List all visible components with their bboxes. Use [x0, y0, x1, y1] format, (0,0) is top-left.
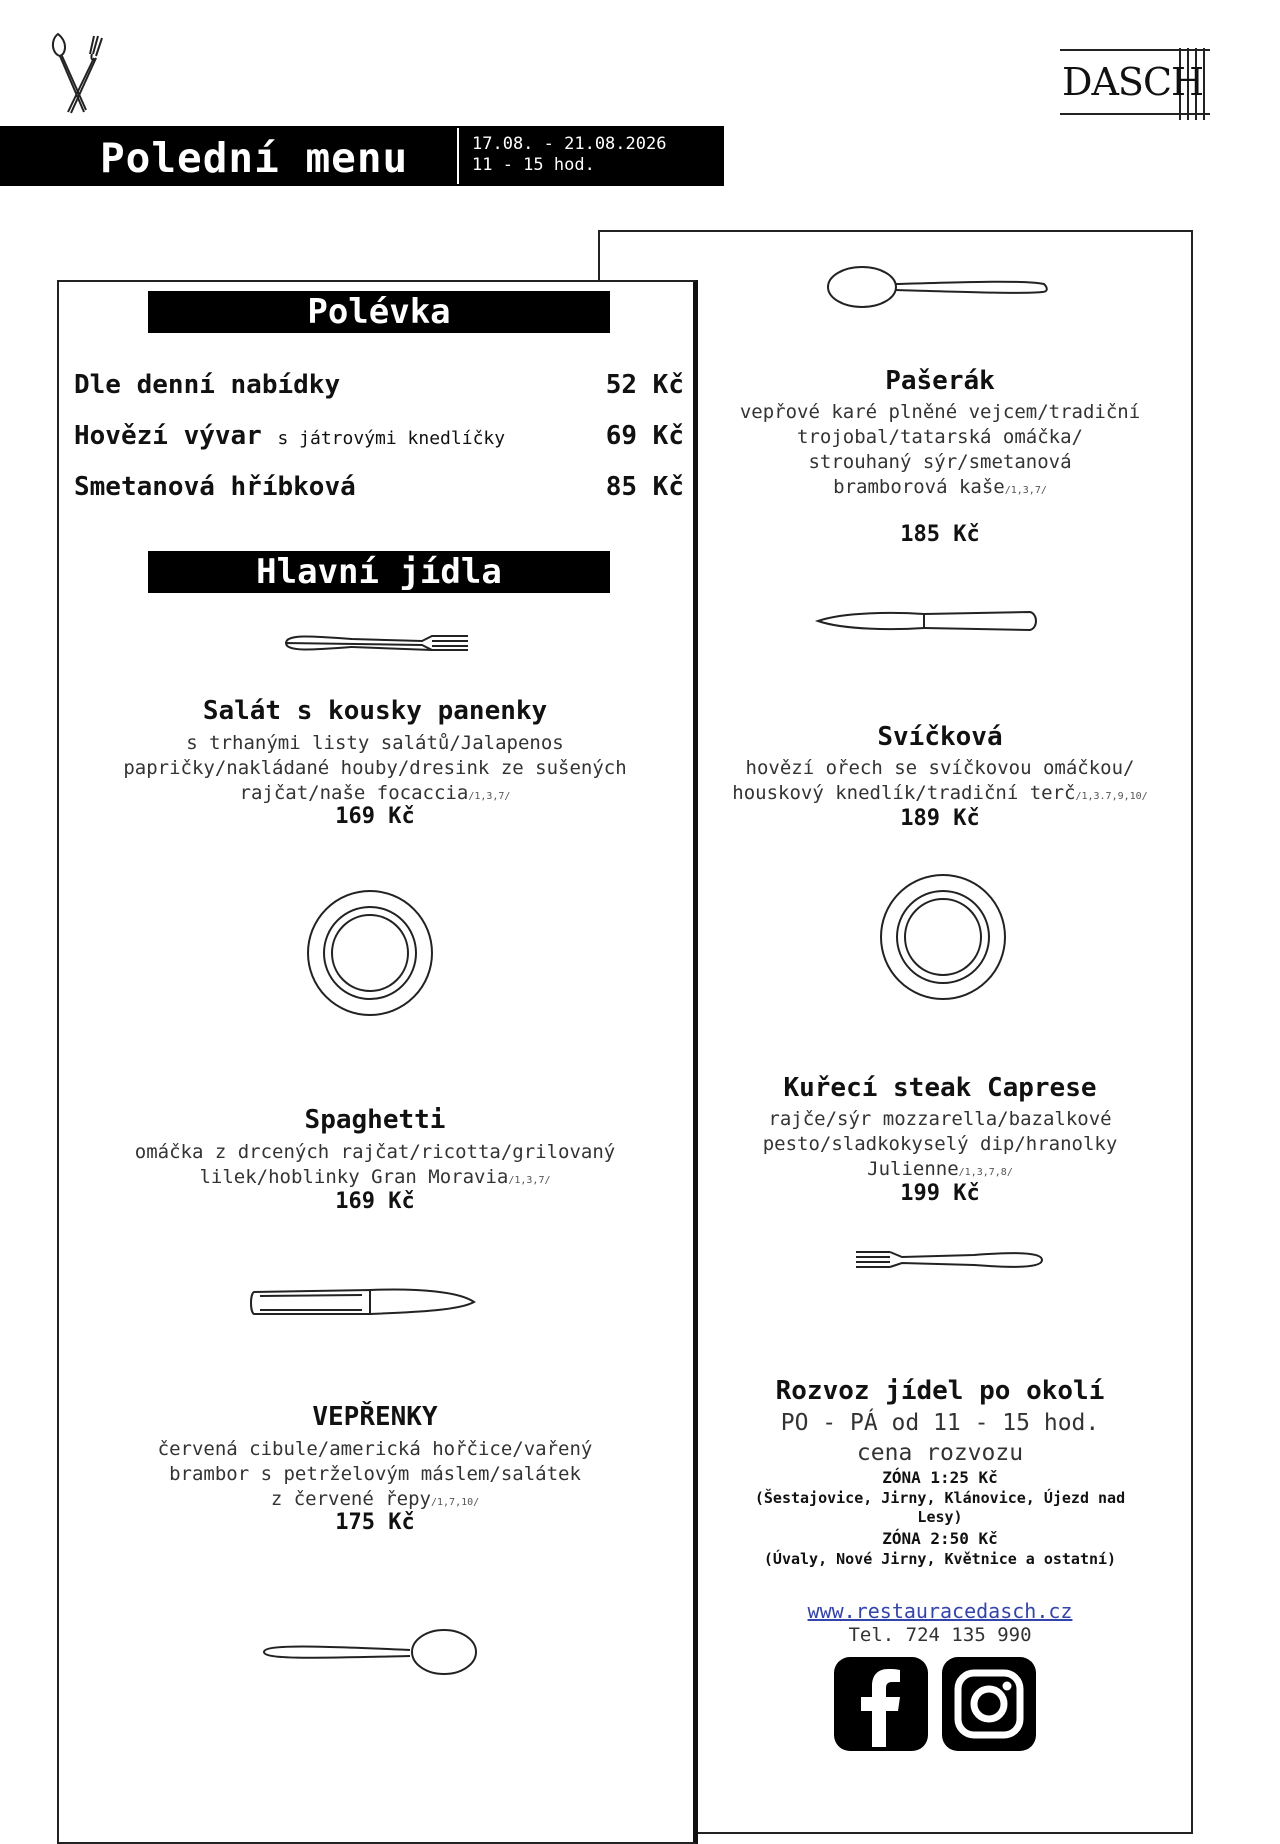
- zone-desc-line: (Šestajovice, Jirny, Klánovice, Újezd nad: [754, 1489, 1126, 1507]
- allergens: /1,3.7,9,10/: [1075, 791, 1148, 802]
- dish-desc-line: Julienne: [867, 1158, 959, 1180]
- opening-hours: 11 - 15 hod.: [472, 155, 595, 175]
- zone-desc-line: (Úvaly, Nové Jirny, Květnice a ostatní): [763, 1550, 1117, 1568]
- dish-price: 199 Kč: [900, 1181, 980, 1206]
- dish-desc-line: rajčat/naše focaccia: [239, 782, 469, 804]
- fork-icon: [282, 628, 472, 658]
- main-dishes-heading: Hlavní jídla: [148, 551, 610, 593]
- dish-desc-line: s trhanými listy salátů/Jalapenos: [186, 732, 564, 754]
- dish-description: [700, 1107, 1180, 1185]
- soup-item: [74, 370, 684, 406]
- dish-desc-line: z červené řepy: [270, 1488, 431, 1510]
- dish-desc-line: pesto/sladkokyselý dip/hranolky: [762, 1133, 1118, 1155]
- dish-description: [60, 1437, 690, 1515]
- allergens: /1,3,7/: [468, 791, 511, 802]
- dish-desc-line: papričky/nakládané houby/dresink ze sušených: [123, 757, 627, 779]
- left-menu-column: [57, 280, 698, 1844]
- dish-desc-line: strouhaný sýr/smetanová: [808, 451, 1072, 473]
- dish-desc-line: omáčka z drcených rajčat/ricotta/grilovaný: [134, 1141, 616, 1163]
- soup-item: [74, 472, 684, 508]
- dish-desc-line: lilek/hoblinky Gran Moravia: [199, 1166, 509, 1188]
- dish-desc-line: vepřové karé plněné vejcem/tradiční: [739, 401, 1141, 423]
- allergens: /1,7,10/: [430, 1497, 480, 1508]
- spoon-icon: [824, 262, 1050, 312]
- soup-name: Dle denní nabídky: [74, 370, 341, 400]
- allergens: /1,3,7/: [508, 1175, 551, 1186]
- title-divider: [457, 128, 459, 184]
- dish-name: Pašerák: [885, 366, 995, 396]
- dish-desc-line: brambor s petrželovým máslem/salátek: [169, 1463, 581, 1485]
- delivery-price-label: cena rozvozu: [856, 1440, 1024, 1466]
- dish-name: Spaghetti: [304, 1105, 446, 1135]
- zone-desc-line: Lesy): [917, 1508, 963, 1526]
- dish-description: [700, 756, 1180, 809]
- date-block: [472, 134, 666, 176]
- allergens: /1,3,7/: [1004, 485, 1047, 496]
- dish-desc-line: rajče/sýr mozzarella/bazalkové: [768, 1108, 1112, 1130]
- delivery-title: Rozvoz jídel po okolí: [775, 1376, 1105, 1406]
- dish-desc-line: hovězí ořech se svíčkovou omáčkou/: [745, 757, 1135, 779]
- page-title: Polední menu: [100, 134, 409, 182]
- soup-price: 52 Kč: [605, 370, 684, 400]
- dish-desc-line: houskový knedlík/tradiční terč: [732, 782, 1076, 804]
- dish-description: [60, 1140, 690, 1193]
- dish-name: Kuřecí steak Caprese: [783, 1073, 1097, 1103]
- spoon-icon: [260, 1626, 480, 1678]
- website-link[interactable]: www.restauracedasch.cz: [807, 1599, 1073, 1623]
- cutlery-icon: [48, 30, 108, 116]
- dish-name: Svíčková: [877, 722, 1003, 752]
- dish-price: 189 Kč: [900, 806, 980, 831]
- zone-title: ZÓNA 2:50 Kč: [882, 1529, 998, 1548]
- date-range: 17.08. - 21.08.2026: [472, 134, 667, 154]
- logo-text: DASCH: [1062, 60, 1204, 104]
- zone-description: [700, 1550, 1180, 1569]
- knife-icon: [814, 606, 1040, 636]
- facebook-icon[interactable]: [834, 1657, 928, 1751]
- delivery-hours: PO - PÁ od 11 - 15 hod.: [780, 1410, 1100, 1436]
- dish-desc-line: červená cibule/americká hořčice/vařený: [157, 1438, 593, 1460]
- instagram-icon[interactable]: [942, 1657, 1036, 1751]
- soup-price: 69 Kč: [605, 421, 684, 451]
- dish-name: VEPŘENKY: [312, 1402, 438, 1432]
- soup-heading: Polévka: [148, 291, 610, 333]
- knife-icon: [250, 1284, 476, 1320]
- dish-description: [60, 731, 690, 809]
- dish-price: 169 Kč: [335, 1189, 415, 1214]
- fork-icon: [854, 1244, 1046, 1276]
- dish-desc-line: trojobal/tatarská omáčka/: [797, 426, 1083, 448]
- dish-name: Salát s kousky panenky: [202, 696, 548, 726]
- zone-description: [700, 1489, 1180, 1527]
- soup-item: [74, 421, 684, 457]
- soup-name: Hovězí vývar: [74, 421, 262, 451]
- dish-price: 175 Kč: [335, 1510, 415, 1535]
- plate-icon: [305, 888, 435, 1018]
- dish-price: 169 Kč: [335, 804, 415, 829]
- soup-price: 85 Kč: [605, 472, 684, 502]
- allergens: /1,3,7,8/: [958, 1167, 1013, 1178]
- dish-desc-line: bramborová kaše: [833, 476, 1005, 498]
- plate-icon: [878, 872, 1008, 1002]
- dish-price: 185 Kč: [900, 522, 980, 547]
- zone-title: ZÓNA 1:25 Kč: [882, 1468, 998, 1487]
- phone-number: Tel. 724 135 990: [848, 1624, 1032, 1646]
- soup-name: Smetanová hříbková: [74, 472, 356, 502]
- dish-description: [700, 400, 1180, 503]
- soup-note: s játrovými knedlíčky: [277, 428, 506, 449]
